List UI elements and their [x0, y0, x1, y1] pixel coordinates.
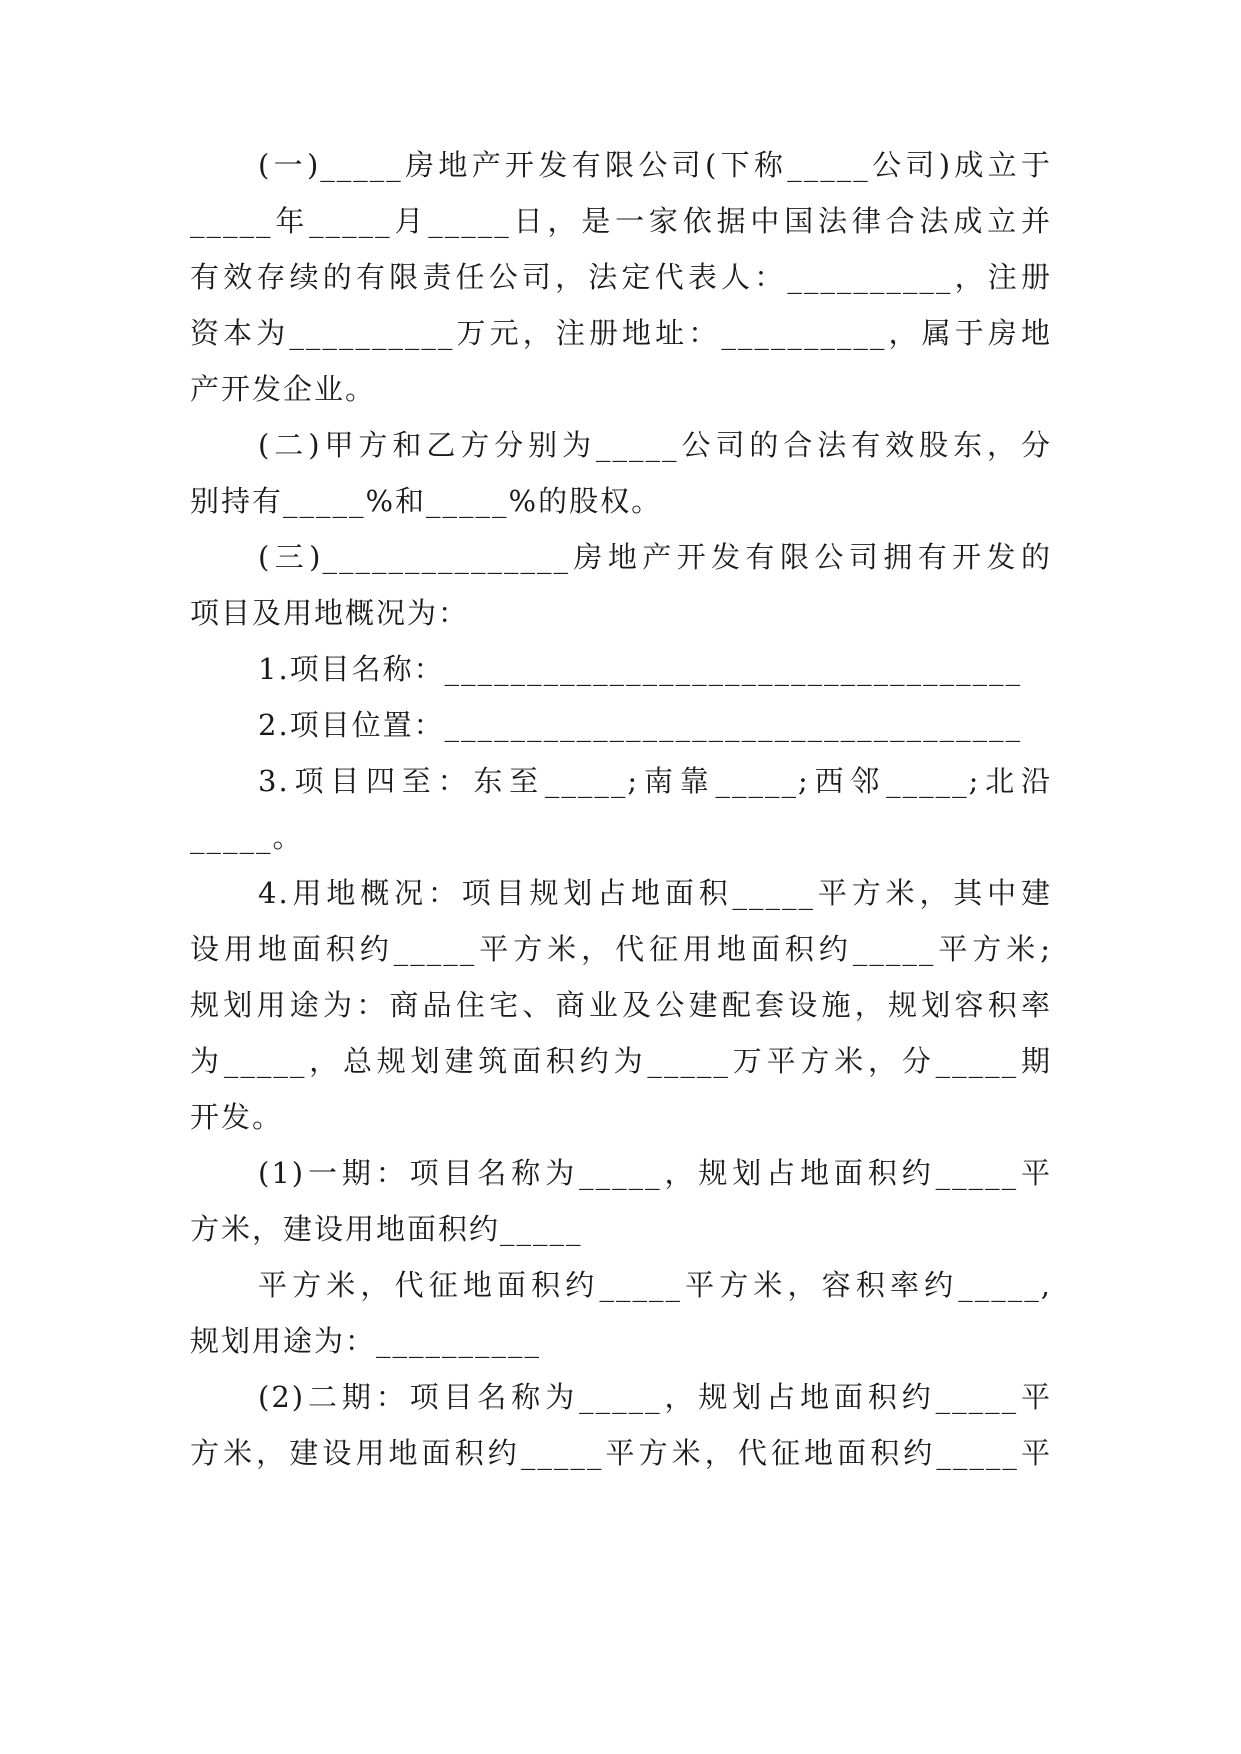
- item-project-boundaries-line-1: 3.项目四至：东至_____;南靠_____;西邻_____;北沿: [258, 764, 1052, 798]
- item-land-overview-line-1: 4.用地概况：项目规划占地面积_____平方米，其中建: [258, 876, 1052, 910]
- phase-1-line-4: 规划用途为：__________: [190, 1324, 542, 1358]
- paragraph-1-line-5: 产开发企业。: [190, 372, 377, 406]
- item-land-overview-line-2: 设用地面积约_____平方米，代征用地面积约_____平方米;: [190, 932, 1052, 966]
- item-land-overview-line-4: 为_____，总规划建筑面积约为_____万平方米，分_____期: [190, 1044, 1052, 1078]
- paragraph-1-line-2: _____年_____月_____日，是一家依据中国法律合法成立并: [190, 204, 1052, 238]
- paragraph-3-line-1: (三)_______________房地产开发有限公司拥有开发的: [258, 540, 1052, 574]
- paragraph-2-line-1: (二)甲方和乙方分别为_____公司的合法有效股东，分: [258, 428, 1052, 462]
- paragraph-3-line-2: 项目及用地概况为：: [190, 596, 470, 630]
- item-land-overview-line-3: 规划用途为：商品住宅、商业及公建配套设施，规划容积率: [190, 988, 1052, 1022]
- phase-1-line-3: 平方米，代征地面积约_____平方米，容积率约_____,: [258, 1268, 1052, 1302]
- phase-1-line-1: (1)一期：项目名称为_____，规划占地面积约_____平: [258, 1156, 1052, 1190]
- paragraph-1-line-4: 资本为__________万元，注册地址：__________，属于房地: [190, 316, 1052, 350]
- item-project-location: 2.项目位置：___________________________________: [258, 708, 1023, 742]
- item-land-overview-line-5: 开发。: [190, 1100, 284, 1134]
- item-project-boundaries-line-2: _____。: [190, 820, 304, 854]
- paragraph-1-line-3: 有效存续的有限责任公司，法定代表人：__________，注册: [190, 260, 1052, 294]
- paragraph-2-line-2: 别持有_____%和_____%的股权。: [190, 484, 663, 518]
- phase-2-line-2: 方米，建设用地面积约_____平方米，代征地面积约_____平: [190, 1436, 1052, 1470]
- item-project-name: 1.项目名称：___________________________________: [258, 652, 1023, 686]
- phase-1-line-2: 方米，建设用地面积约_____: [190, 1212, 583, 1246]
- phase-2-line-1: (2)二期：项目名称为_____，规划占地面积约_____平: [258, 1380, 1052, 1414]
- paragraph-1-line-1: (一)_____房地产开发有限公司(下称_____公司)成立于: [258, 148, 1052, 182]
